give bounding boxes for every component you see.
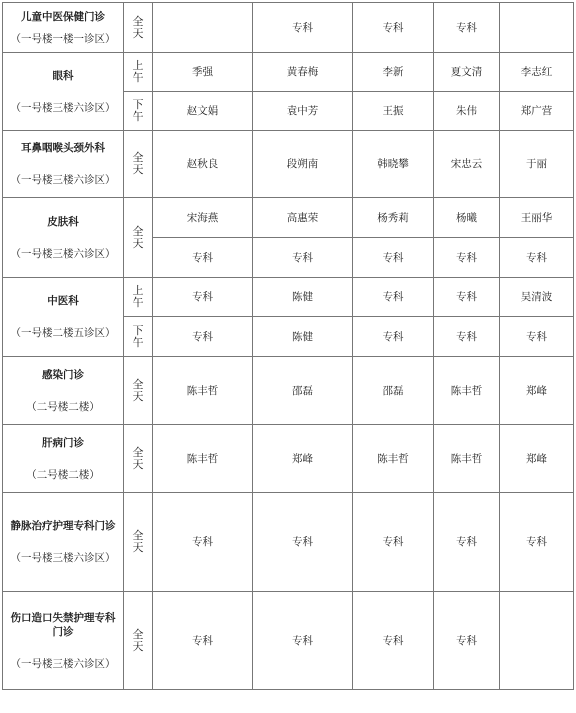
schedule-row [3, 278, 574, 317]
schedule-cell: 李新 [353, 53, 434, 92]
department-location: （一号楼三楼六诊区） [10, 101, 116, 114]
department-name: 眼科 [52, 69, 74, 82]
department-cell [3, 131, 124, 198]
schedule-cell: 专科 [253, 238, 353, 278]
schedule-body [3, 3, 574, 690]
schedule-cell: 专科 [434, 317, 500, 357]
department-name: 肝病门诊 [42, 436, 84, 449]
schedule-cell: 专科 [434, 3, 500, 53]
schedule-cell: 专科 [153, 238, 253, 278]
schedule-row [3, 53, 574, 92]
schedule-cell: 陈健 [253, 278, 353, 317]
department-location: （一号楼三楼六诊区） [10, 247, 116, 260]
session-period-label: 下 午 [132, 323, 144, 349]
schedule-cell: 专科 [253, 493, 353, 592]
schedule-cell: 王振 [353, 92, 434, 131]
department-location: （一号楼二楼五诊区） [10, 327, 116, 339]
session-period [124, 53, 153, 92]
session-period-label: 全 天 [132, 14, 144, 40]
department-cell [3, 493, 124, 592]
schedule-cell: 赵秋良 [153, 131, 253, 198]
schedule-cell: 赵文娟 [153, 92, 253, 131]
schedule-cell: 专科 [153, 493, 253, 592]
session-period-label: 全 天 [132, 377, 144, 403]
schedule-cell: 郑峰 [500, 425, 574, 493]
schedule-cell [500, 592, 574, 690]
department-cell [3, 425, 124, 493]
schedule-cell: 段朔南 [253, 131, 353, 198]
schedule-cell: 邵磊 [253, 357, 353, 425]
session-period [124, 92, 153, 131]
session-period [124, 198, 153, 278]
schedule-cell: 陈丰哲 [153, 425, 253, 493]
schedule-cell: 邵磊 [353, 357, 434, 425]
schedule-cell: 专科 [353, 493, 434, 592]
session-period [124, 317, 153, 357]
session-period-label: 全 天 [132, 445, 144, 471]
schedule-cell: 袁中芳 [253, 92, 353, 131]
schedule-row [3, 493, 574, 592]
schedule-cell: 于丽 [500, 131, 574, 198]
department-location: （一号楼三楼六诊区） [10, 552, 116, 564]
schedule-cell: 陈丰哲 [434, 357, 500, 425]
clinic-schedule-table [2, 2, 574, 690]
schedule-cell: 郑峰 [500, 357, 574, 425]
department-location: （二号楼二楼） [26, 400, 100, 413]
schedule-row [3, 357, 574, 425]
schedule-cell: 吴清波 [500, 278, 574, 317]
schedule-cell: 陈丰哲 [353, 425, 434, 493]
department-location: （一号楼三楼六诊区） [10, 174, 116, 186]
schedule-cell: 专科 [434, 238, 500, 278]
session-period [124, 592, 153, 690]
schedule-cell: 王丽华 [500, 198, 574, 238]
schedule-cell: 专科 [153, 278, 253, 317]
department-name: 静脉治疗护理专科门诊 [10, 520, 116, 532]
session-period-label: 全 天 [132, 224, 144, 250]
schedule-cell: 宋忠云 [434, 131, 500, 198]
schedule-cell: 专科 [153, 317, 253, 357]
schedule-cell: 陈健 [253, 317, 353, 357]
session-period-label: 上 午 [132, 59, 144, 84]
department-name: 耳鼻咽喉头颈外科 [21, 142, 105, 154]
schedule-cell: 专科 [434, 592, 500, 690]
session-period [124, 357, 153, 425]
schedule-cell: 陈丰哲 [434, 425, 500, 493]
schedule-cell: 专科 [253, 3, 353, 53]
schedule-cell: 陈丰哲 [153, 357, 253, 425]
schedule-cell: 专科 [353, 3, 434, 53]
schedule-cell [153, 3, 253, 53]
schedule-cell: 杨曦 [434, 198, 500, 238]
department-location: （一号楼三楼六诊区） [10, 657, 116, 670]
schedule-cell: 朱伟 [434, 92, 500, 131]
department-name: 中医科 [47, 295, 79, 307]
schedule-row [3, 131, 574, 198]
department-name: 伤口造口失禁护理专科门诊 [10, 611, 116, 638]
schedule-cell: 专科 [153, 592, 253, 690]
session-period [124, 3, 153, 53]
session-period [124, 493, 153, 592]
session-period-label: 全 天 [132, 529, 144, 554]
schedule-row [3, 3, 574, 53]
schedule-cell [500, 3, 574, 53]
schedule-cell: 郑广营 [500, 92, 574, 131]
department-cell [3, 357, 124, 425]
department-cell [3, 53, 124, 131]
schedule-row [3, 425, 574, 493]
department-cell [3, 278, 124, 357]
session-period [124, 278, 153, 317]
schedule-cell: 黄春梅 [253, 53, 353, 92]
department-cell [3, 198, 124, 278]
schedule-cell: 专科 [253, 592, 353, 690]
schedule-cell: 专科 [500, 317, 574, 357]
schedule-cell: 季强 [153, 53, 253, 92]
department-cell [3, 3, 124, 53]
department-name: 皮肤科 [47, 215, 79, 228]
schedule-cell: 郑峰 [253, 425, 353, 493]
department-name: 感染门诊 [42, 368, 84, 381]
schedule-row [3, 592, 574, 690]
schedule-cell: 宋海燕 [153, 198, 253, 238]
schedule-cell: 韩晓攀 [353, 131, 434, 198]
session-period-label: 全 天 [132, 151, 144, 176]
schedule-cell: 专科 [434, 278, 500, 317]
schedule-cell: 专科 [434, 493, 500, 592]
session-period-label: 全 天 [132, 627, 144, 653]
schedule-cell: 专科 [500, 238, 574, 278]
schedule-cell: 杨秀莉 [353, 198, 434, 238]
department-location: （一号楼一楼一诊区） [10, 32, 116, 45]
schedule-cell: 李志红 [500, 53, 574, 92]
department-cell [3, 592, 124, 690]
schedule-cell: 专科 [353, 592, 434, 690]
session-period-label: 下 午 [132, 98, 144, 123]
session-period [124, 425, 153, 493]
session-period [124, 131, 153, 198]
schedule-cell: 专科 [353, 278, 434, 317]
schedule-cell: 专科 [500, 493, 574, 592]
department-name: 儿童中医保健门诊 [21, 10, 105, 23]
session-period-label: 上 午 [132, 284, 144, 309]
schedule-cell: 专科 [353, 317, 434, 357]
schedule-cell: 专科 [353, 238, 434, 278]
schedule-cell: 夏文清 [434, 53, 500, 92]
department-location: （二号楼二楼） [26, 468, 100, 481]
schedule-row [3, 198, 574, 238]
schedule-cell: 高惠荣 [253, 198, 353, 238]
